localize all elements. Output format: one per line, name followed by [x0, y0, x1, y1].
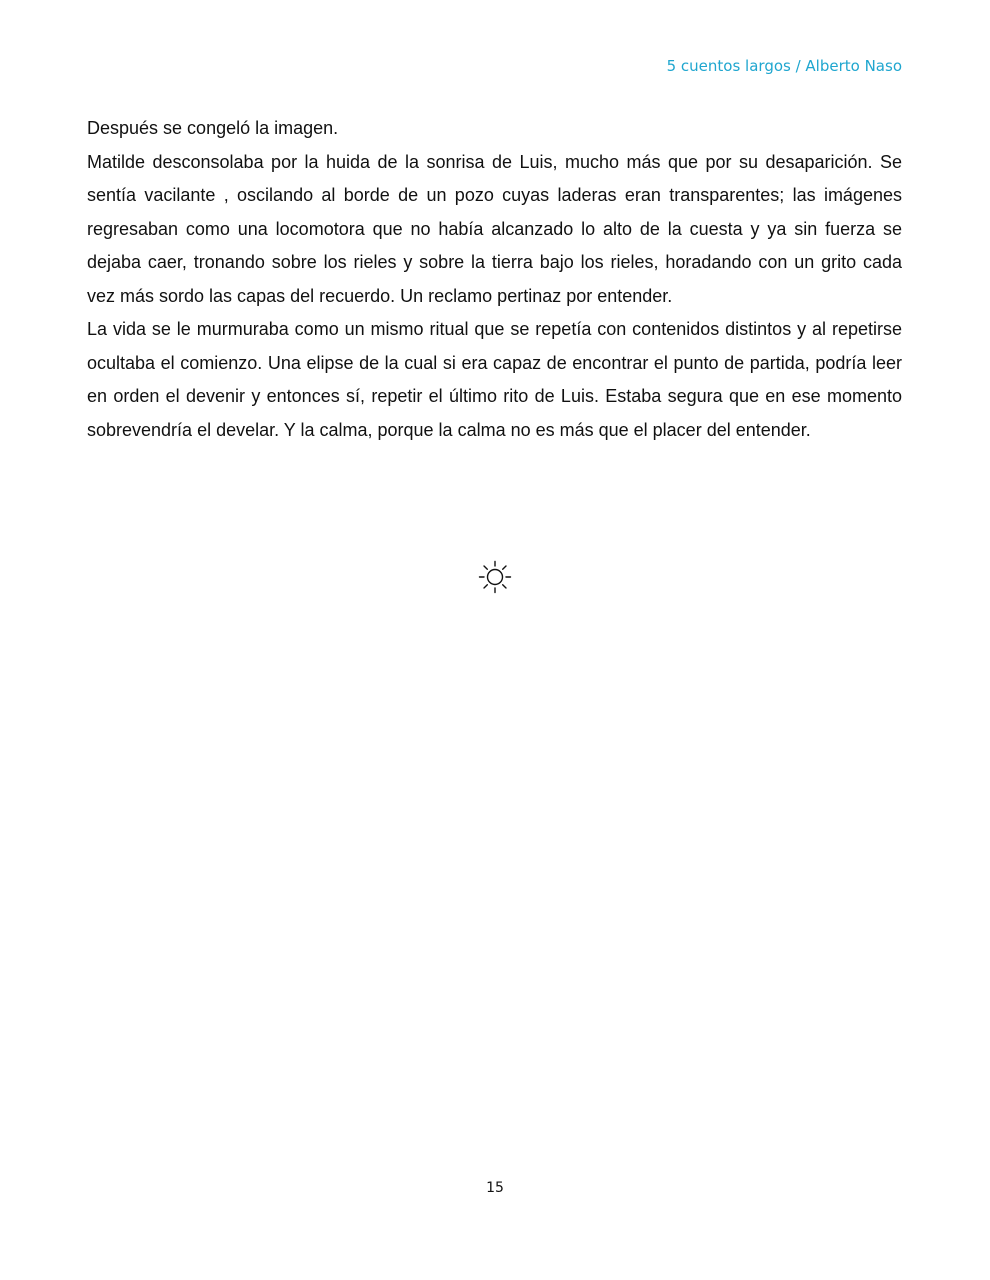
- running-header: 5 cuentos largos / Alberto Naso: [666, 57, 902, 75]
- paragraph: Después se congeló la imagen.: [87, 118, 339, 138]
- paragraph: La vida se le murmuraba como un mismo ritual que se repetía con contenidos distintos y al repetirse ocultaba el comienzo. Una elipse de la cual si era capaz de encontrar el punto de partida, podría leer en orden el devenir y entonces sí, repetir el último rito de Luis. Estaba segura que en ese momento sobrevendría el develar. Y la calma, porque la calma no es más que el placer del entender.: [87, 319, 902, 440]
- body-text: [87, 112, 902, 447]
- sun-icon: [478, 560, 512, 594]
- page-number: 15: [486, 1180, 504, 1196]
- paragraph: Matilde desconsolaba por la huida de la sonrisa de Luis, mucho más que por su desaparición. Se sentía vacilante , oscilando al borde de un pozo cuyas laderas eran transparentes; las imágenes regresaban como una locomotora que no había alcanzado lo alto de la cuesta y ya sin fuerza se dejaba caer, tronando sobre los rieles y sobre la tierra bajo los rieles, horadando con un grito cada vez más sordo las capas del recuerdo. Un reclamo pertinaz por entender.: [87, 151, 902, 306]
